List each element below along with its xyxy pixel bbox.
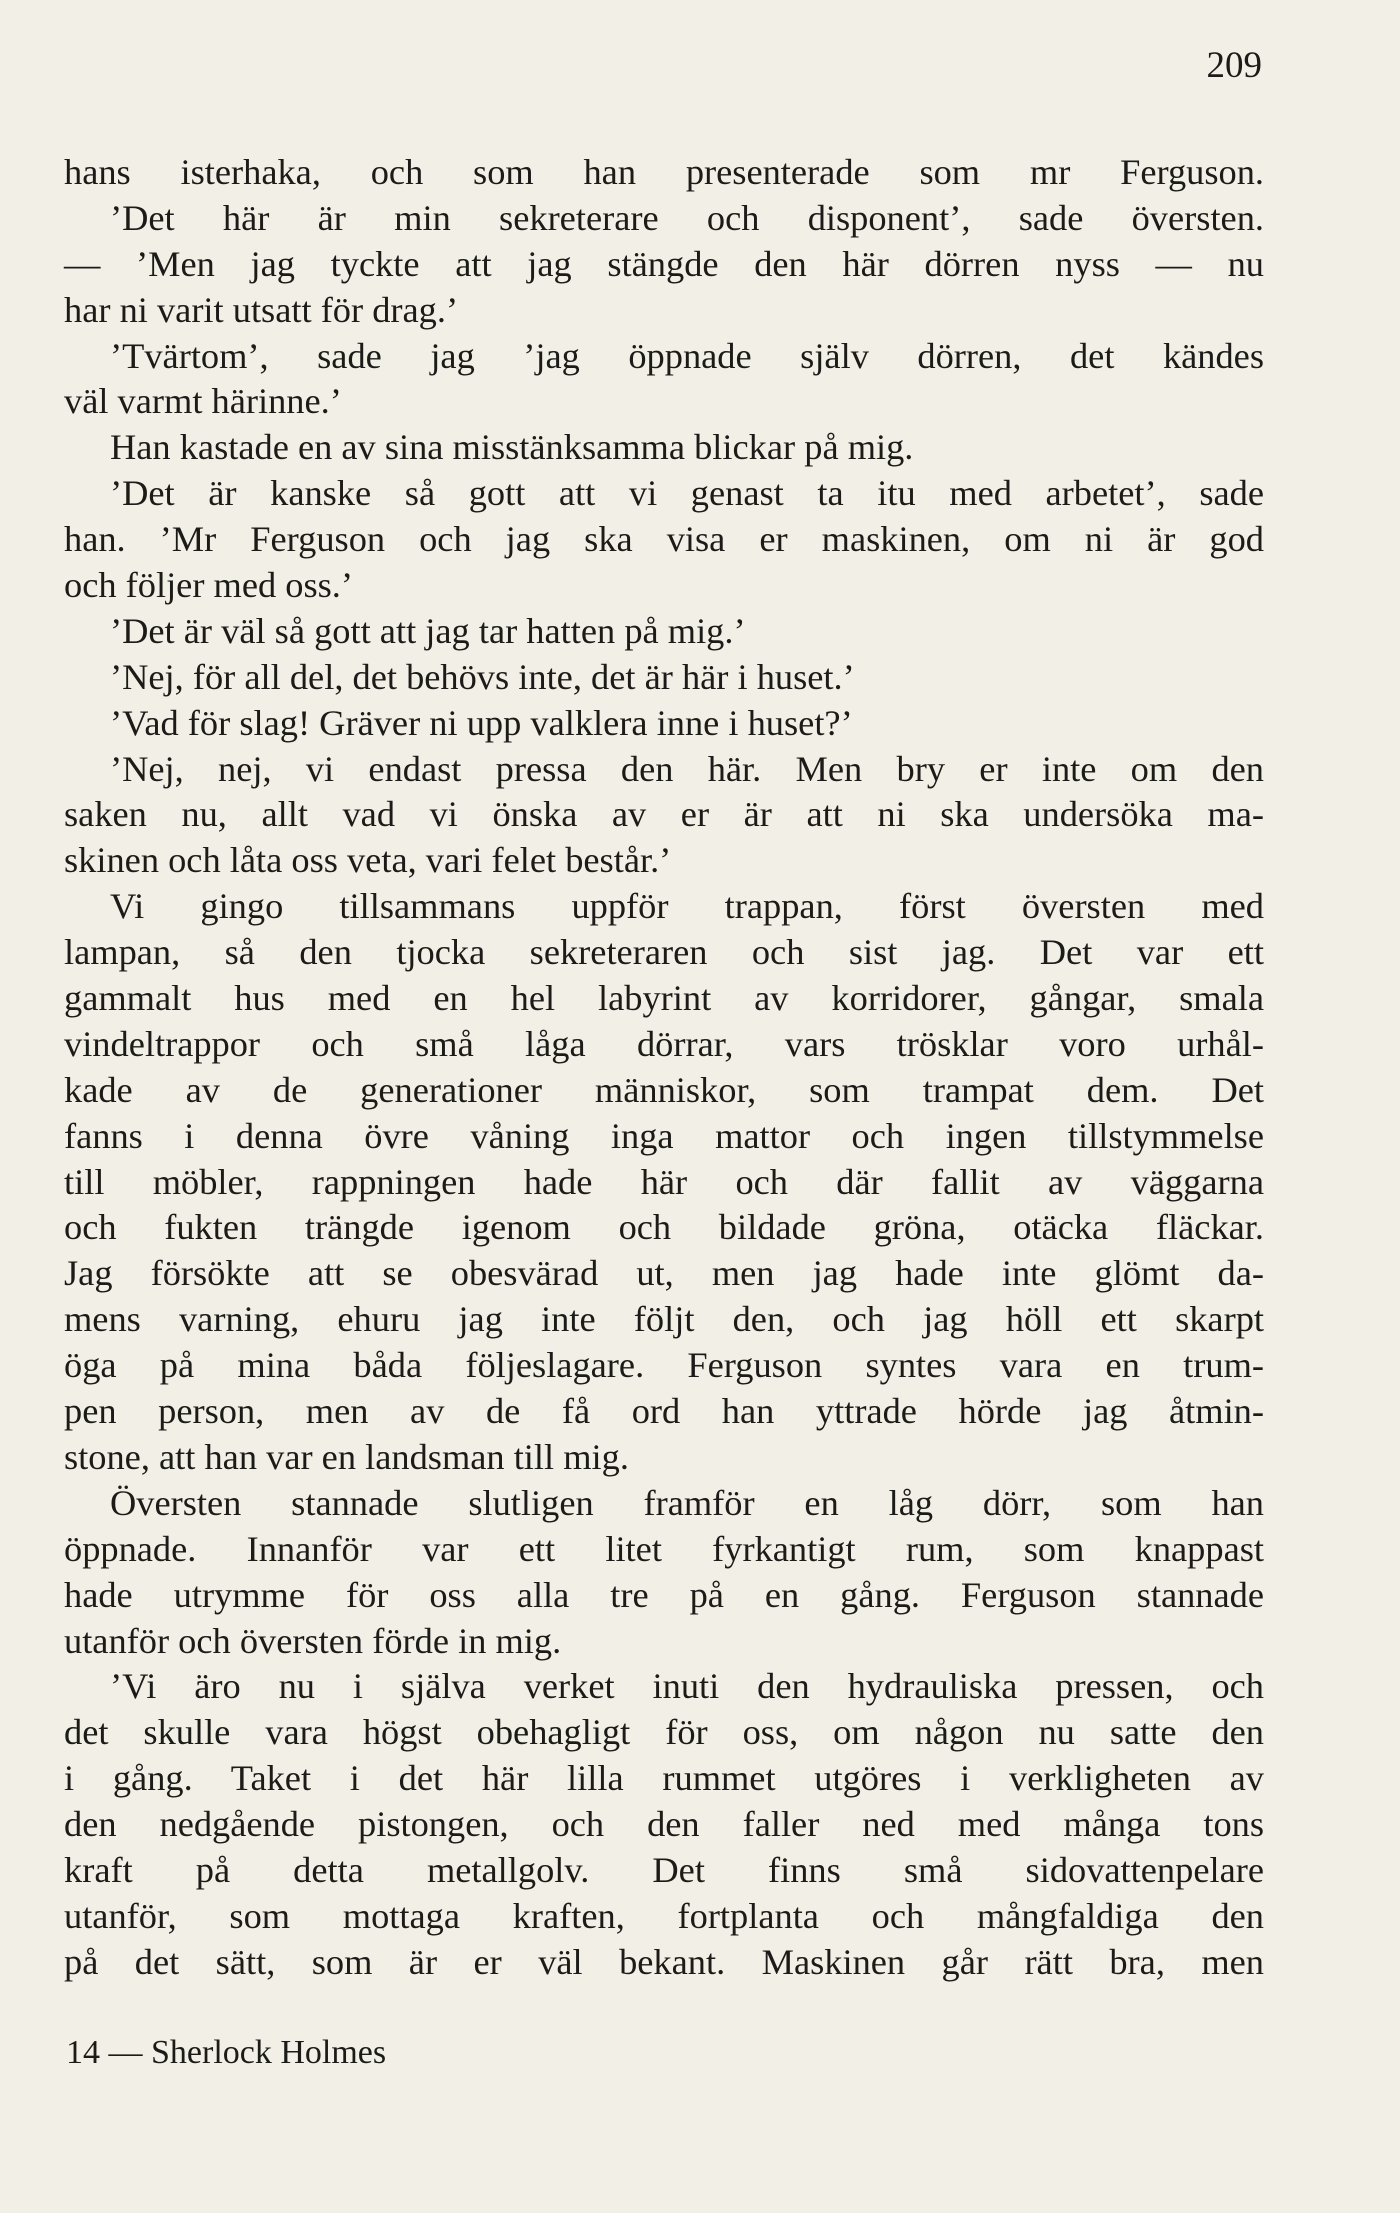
- text-line: Översten stannade slutligen framför en låg dörr, som han: [110, 1482, 1264, 1523]
- text-line: Jag försökte att se obesvärad ut, men jag hade inte glömt da-: [64, 1253, 1264, 1294]
- text-line: väl varmt härinne.’: [64, 381, 342, 422]
- text-line: lampan, så den tjocka sekreteraren och sist jag. Det var ett: [64, 932, 1264, 973]
- text-line: utanför och översten förde in mig.: [64, 1620, 562, 1661]
- text-line: ’Nej, nej, vi endast pressa den här. Men bry er inte om den: [110, 748, 1264, 789]
- text-line: och följer med oss.’: [64, 565, 354, 606]
- text-line: skinen och låta oss veta, vari felet består.’: [64, 840, 672, 881]
- text-line: — ’Men jag tyckte att jag stängde den här dörren nyss — nu: [64, 243, 1264, 284]
- page-number: 209: [1206, 45, 1262, 86]
- text-line: vindeltrappor och små låga dörrar, vars trösklar voro urhål-: [64, 1023, 1264, 1064]
- text-line: stone, att han var en landsman till mig.: [64, 1436, 629, 1477]
- footer-signature: 14 — Sherlock Holmes: [66, 2034, 387, 2071]
- text-line: hans isterhaka, och som han presenterade som mr Ferguson.: [64, 152, 1264, 192]
- text-line: hade utrymme för oss alla tre på en gång. Ferguson stannade: [64, 1574, 1264, 1615]
- text-line: i gång. Taket i det här lilla rummet utgöres i verkligheten av: [64, 1758, 1264, 1799]
- text-line: ’Det här är min sekreterare och disponent’, sade översten.: [110, 197, 1264, 238]
- text-line: fanns i denna övre våning inga mattor och ingen tillstymmelse: [64, 1115, 1264, 1156]
- text-line: ’Vi äro nu i själva verket inuti den hydrauliska pressen, och: [110, 1666, 1264, 1707]
- text-line: ’Vad för slag! Gräver ni upp valklera inne i huset?’: [110, 702, 853, 743]
- text-line: till möbler, rappningen hade här och där fallit av väggarna: [64, 1161, 1264, 1202]
- body-text: [64, 150, 1264, 1986]
- text-line: utanför, som mottaga kraften, fortplanta och mångfaldiga den: [64, 1895, 1264, 1936]
- text-line: Han kastade en av sina misstänksamma blickar på mig.: [110, 427, 914, 468]
- text-line: ’Nej, för all del, det behövs inte, det är här i huset.’: [110, 656, 855, 697]
- text-line: och fukten trängde igenom och bildade gröna, otäcka fläckar.: [64, 1207, 1264, 1248]
- text-line: har ni varit utsatt för drag.’: [64, 289, 459, 330]
- text-line: öppnade. Innanför var ett litet fyrkantigt rum, som knappast: [64, 1528, 1264, 1569]
- text-line: öga på mina båda följeslagare. Ferguson syntes vara en trum-: [64, 1345, 1264, 1386]
- text-line: saken nu, allt vad vi önska av er är att ni ska undersöka ma-: [64, 794, 1264, 835]
- text-line: pen person, men av de få ord han yttrade hörde jag åtmin-: [64, 1391, 1264, 1432]
- text-line: gammalt hus med en hel labyrint av korridorer, gångar, smala: [64, 978, 1264, 1019]
- text-line: det skulle vara högst obehagligt för oss, om någon nu satte den: [64, 1712, 1264, 1753]
- text-line: mens varning, ehuru jag inte följt den, och jag höll ett skarpt: [64, 1299, 1264, 1340]
- text-line: Vi gingo tillsammans uppför trappan, först översten med: [110, 886, 1264, 927]
- text-line: ’Det är väl så gott att jag tar hatten på mig.’: [110, 610, 746, 651]
- text-line: ’Det är kanske så gott att vi genast ta itu med arbetet’, sade: [110, 473, 1264, 514]
- text-line: kade av de generationer människor, som trampat dem. Det: [64, 1069, 1264, 1110]
- text-line: han. ’Mr Ferguson och jag ska visa er maskinen, om ni är god: [64, 519, 1264, 560]
- text-line: den nedgående pistongen, och den faller ned med många tons: [64, 1804, 1264, 1845]
- text-line: ’Tvärtom’, sade jag ’jag öppnade själv dörren, det kändes: [110, 335, 1264, 376]
- text-line: kraft på detta metallgolv. Det finns små sidovattenpelare: [64, 1849, 1264, 1890]
- text-line: på det sätt, som är er väl bekant. Maskinen går rätt bra, men: [64, 1941, 1264, 1982]
